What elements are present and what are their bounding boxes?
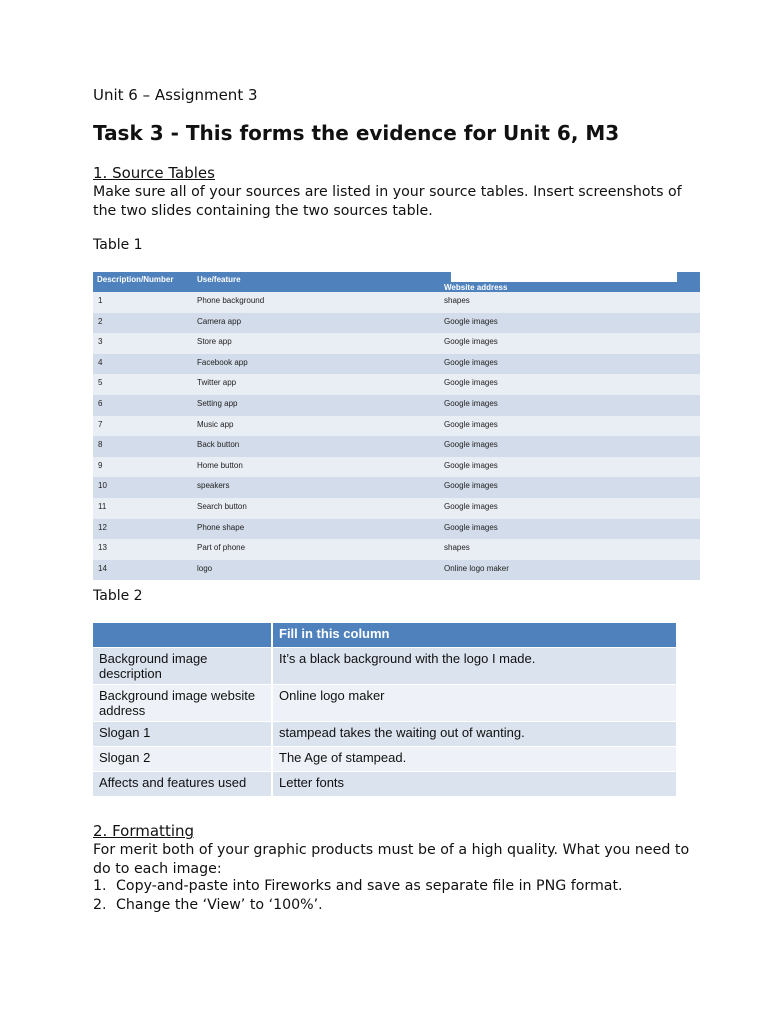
table-row	[93, 477, 700, 498]
source-table-1	[93, 272, 700, 573]
table1-header-col1: Description/Number	[97, 275, 174, 284]
table1-cell: Phone background	[197, 296, 265, 305]
table-row	[93, 560, 700, 581]
table1-cell: shapes	[444, 296, 470, 305]
table1-cell: 5	[98, 378, 103, 388]
table1-cell: Online logo maker	[444, 563, 509, 573]
table1-cell: Part of phone	[197, 543, 246, 553]
table-row	[93, 519, 700, 540]
table1-cell: Twitter app	[197, 378, 237, 388]
table1-cell: 14	[98, 563, 107, 573]
table1-cell: 4	[98, 357, 103, 367]
table1-cell: Google images	[444, 399, 498, 408]
table2-row2-label: Background image website address	[93, 685, 272, 722]
table2-row1-value: It’s a black background with the logo I made.	[272, 648, 676, 685]
table2-label: Table 2	[93, 588, 143, 604]
table1-cropped-area	[451, 272, 677, 282]
table1-cell: Music app	[197, 419, 234, 429]
table-row	[93, 539, 700, 560]
table1-cell: Store app	[197, 337, 232, 347]
table1-cell: 10	[98, 481, 107, 491]
table-row	[93, 313, 700, 334]
table2-row2-value: Online logo maker	[272, 685, 676, 722]
list-item-number: 1.	[93, 878, 107, 894]
table-row	[93, 416, 700, 437]
table1-cell: Setting app	[197, 399, 238, 408]
section-heading-source-tables: 1. Source Tables	[93, 164, 215, 182]
table-row	[93, 772, 676, 797]
table1-cell: 6	[98, 399, 103, 408]
table2-header-blank	[93, 623, 272, 648]
table1-cell: 2	[98, 316, 103, 326]
table-row	[93, 498, 700, 519]
table1-cell: 8	[98, 440, 103, 450]
section-heading-formatting: 2. Formatting	[93, 822, 195, 840]
table-row	[93, 722, 676, 747]
table1-cell: 11	[98, 502, 107, 511]
table1-header-col3: Website address	[444, 283, 508, 292]
table1-label: Table 1	[93, 237, 143, 253]
table1-cell: Google images	[444, 522, 498, 532]
list-item-text: Copy-and-paste into Fireworks and save as separate file in PNG format.	[116, 878, 623, 894]
section-text-formatting: For merit both of your graphic products must be of a high quality. What you need to do to each image:	[93, 842, 690, 877]
table2-header: Fill in this column	[272, 623, 676, 648]
table1-cell: Facebook app	[197, 357, 248, 367]
table2-row4-value: The Age of stampead.	[272, 747, 676, 772]
task-title: Task 3 - This forms the evidence for Unit 6, M3	[93, 121, 620, 145]
table1-cell: shapes	[444, 543, 470, 553]
table1-cell: Phone shape	[197, 522, 245, 532]
table2-row3-label: Slogan 1	[93, 722, 272, 747]
source-table-2	[93, 623, 676, 797]
table1-cell: Google images	[444, 460, 498, 470]
table1-header	[93, 272, 700, 292]
table2-row5-value: Letter fonts	[272, 772, 676, 797]
table1-cell: 13	[98, 543, 107, 553]
table1-cell: Home button	[197, 460, 243, 470]
table2-row5-label: Affects and features used	[93, 772, 272, 797]
table2-row4-label: Slogan 2	[93, 747, 272, 772]
table-row	[93, 747, 676, 772]
table1-cell: 1	[98, 296, 103, 305]
section-text-source-tables: Make sure all of your sources are listed in your source tables. Insert screenshots of the two slides containing the two sources table.	[93, 184, 682, 219]
table1-cell: Google images	[444, 337, 498, 347]
table1-cell: 3	[98, 337, 103, 347]
table2-row1-label: Background image description	[93, 648, 272, 685]
table1-cell: logo	[197, 563, 213, 573]
table-row	[93, 292, 700, 313]
list-item	[93, 878, 623, 894]
table-row	[93, 457, 700, 478]
table1-cell: Google images	[444, 357, 498, 367]
table1-cell: 12	[98, 522, 107, 532]
table1-cell: Google images	[444, 378, 498, 388]
table-row	[93, 395, 700, 416]
table1-cell: 9	[98, 460, 103, 470]
table1-cell: Back button	[197, 440, 240, 450]
table1-cell: Google images	[444, 419, 498, 429]
table1-cell: 7	[98, 419, 103, 429]
list-item-number: 2.	[93, 897, 107, 913]
table1-cell: Google images	[444, 440, 498, 450]
unit-line: Unit 6 – Assignment 3	[93, 86, 258, 104]
table-row	[93, 374, 700, 395]
table1-cell: speakers	[197, 481, 230, 491]
table-row	[93, 354, 700, 375]
table1-cell: Search button	[197, 502, 247, 511]
table1-cell: Google images	[444, 502, 498, 511]
table-row	[93, 685, 676, 722]
table1-cell: Google images	[444, 481, 498, 491]
table1-header-col2: Use/feature	[197, 275, 241, 284]
table-row	[93, 648, 676, 685]
table-row	[93, 333, 700, 354]
list-item	[93, 897, 323, 913]
table-row	[93, 436, 700, 457]
list-item-text: Change the ‘View’ to ‘100%’.	[116, 897, 323, 913]
table1-cell: Google images	[444, 316, 498, 326]
table1-cell: Camera app	[197, 316, 242, 326]
table2-row3-value: stampead takes the waiting out of wanting.	[272, 722, 676, 747]
